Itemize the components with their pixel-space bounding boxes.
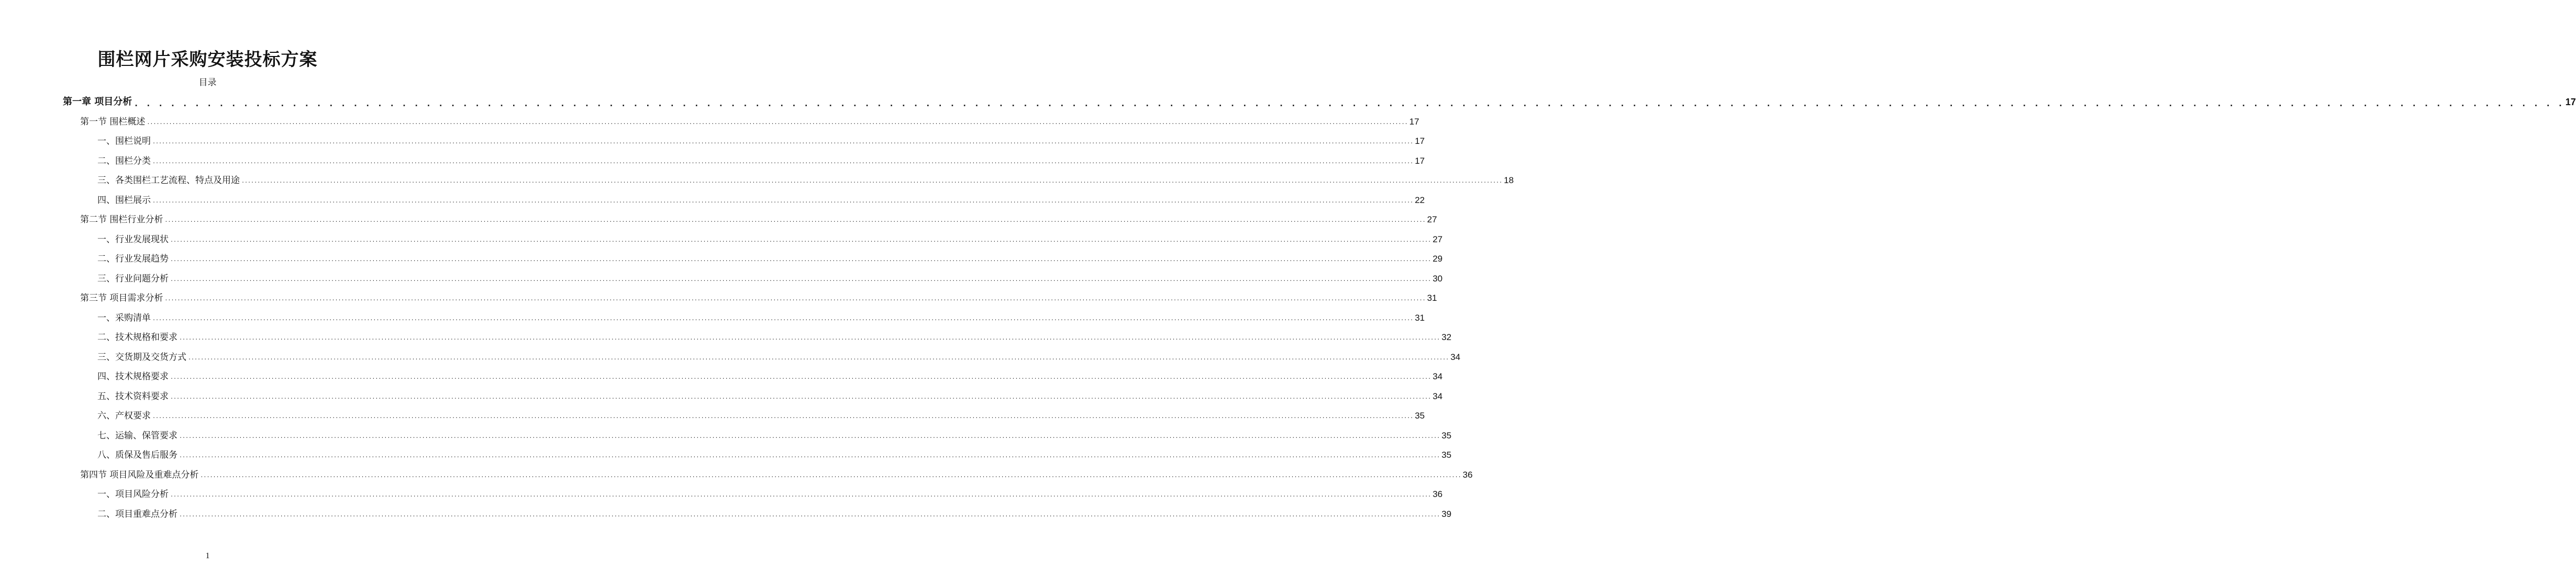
toc-dot-leader: ................................................................................................................................................................................................................................................................................................................................................................................................................ xyxy=(241,178,1503,184)
toc-entry-title: 三、交货期及交货方式 xyxy=(97,352,186,363)
toc-entry-title: 二、项目重难点分析 xyxy=(97,509,177,520)
toc-entry-title: 一、行业发展现状 xyxy=(97,234,169,245)
toc-dot-leader: ................................................................................................................................................................................................................................................................................................................................................................................................................ xyxy=(164,218,1426,223)
toc-entry-page: 34 xyxy=(1433,391,1443,401)
toc-dot-leader: . . . . . . . . . . . . . . . . . . . . . . . . . . . . . . . . . . . . . . . . . . . . . . . . . . . . . . . . . . . . . . . . . . . . . . . . . . . . . . . . . . . . . . . . . . . . . . . . . . . . . . . . . . . . . . . . . . . . . . . . . . . . . . . . . . . . . . . . . . . . . . . . . . . . . . . . . . . . . . . . . . . . . . . . . . . . . . . . . . . . . . . . . . . . . . . . . . . . . . . . xyxy=(134,98,2564,108)
toc-entry-page: 39 xyxy=(1441,509,1452,519)
toc-entry[interactable] xyxy=(97,484,1443,500)
toc-entry-title: 二、行业发展趋势 xyxy=(97,254,169,264)
toc-entry-title: 第四节 项目风险及重难点分析 xyxy=(80,469,199,480)
toc-entry-title: 六、产权要求 xyxy=(97,411,151,421)
toc-dot-leader: ................................................................................................................................................................................................................................................................................................................................................................................................................ xyxy=(147,119,1408,126)
toc-entry-title: 三、各类围栏工艺流程、特点及用途 xyxy=(97,175,240,186)
toc-dot-leader: ................................................................................................................................................................................................................................................................................................................................................................................................................ xyxy=(152,139,1414,145)
toc-entry-page: 31 xyxy=(1427,293,1437,303)
toc-dot-leader: ................................................................................................................................................................................................................................................................................................................................................................................................................ xyxy=(170,375,1431,380)
toc-entry-page: 18 xyxy=(1504,175,1514,185)
toc-dot-leader: ................................................................................................................................................................................................................................................................................................................................................................................................................ xyxy=(179,453,1440,459)
toc-entry-title: 第一章 项目分析 xyxy=(63,96,132,107)
toc-entry[interactable] xyxy=(97,269,1443,285)
toc-entry-page: 29 xyxy=(1433,254,1443,264)
toc-dot-leader: ................................................................................................................................................................................................................................................................................................................................................................................................................ xyxy=(188,355,1449,361)
toc-entry[interactable] xyxy=(97,367,1443,382)
toc-entry-page: 22 xyxy=(1415,195,1425,205)
toc-entry-page: 32 xyxy=(1441,332,1452,342)
toc-entry[interactable] xyxy=(97,347,1461,363)
toc-entry-page: 36 xyxy=(1433,489,1443,499)
toc-entry[interactable] xyxy=(63,92,2576,108)
toc-entry[interactable] xyxy=(97,249,1443,265)
toc-entry-page: 17 xyxy=(1415,155,1425,166)
toc-entry-title: 二、围栏分类 xyxy=(97,155,151,166)
toc-entry-page: 36 xyxy=(1462,469,1473,480)
toc-dot-leader: ................................................................................................................................................................................................................................................................................................................................................................................................................ xyxy=(164,296,1426,302)
toc-entry-title: 一、采购清单 xyxy=(97,312,151,323)
toc-entry[interactable] xyxy=(80,465,1473,481)
toc-dot-leader: ................................................................................................................................................................................................................................................................................................................................................................................................................ xyxy=(179,335,1440,341)
toc-entry-page: 35 xyxy=(1441,430,1452,441)
toc-entry-page: 30 xyxy=(1433,273,1443,284)
toc-entry-title: 四、技术规格要求 xyxy=(97,371,169,382)
toc-entry-page: 27 xyxy=(1427,215,1437,224)
toc-dot-leader: ................................................................................................................................................................................................................................................................................................................................................................................................................ xyxy=(170,394,1431,400)
toc-dot-leader: ................................................................................................................................................................................................................................................................................................................................................................................................................ xyxy=(152,198,1414,204)
toc-entry[interactable] xyxy=(97,230,1443,245)
toc-dot-leader: ................................................................................................................................................................................................................................................................................................................................................................................................................ xyxy=(170,257,1431,263)
toc-entry-title: 第一节 围栏概述 xyxy=(80,116,146,127)
toc-entry-page: 34 xyxy=(1433,371,1443,381)
toc-entry-page: 17 xyxy=(1415,136,1425,146)
toc-entry-page: 17 xyxy=(1409,116,1419,127)
toc-entry-title: 一、项目风险分析 xyxy=(97,489,169,500)
toc-entry-title: 四、围栏展示 xyxy=(97,195,151,206)
toc-entry-title: 第二节 围栏行业分析 xyxy=(80,215,163,225)
toc-entry[interactable] xyxy=(97,406,1425,422)
toc-entry-title: 第三节 项目需求分析 xyxy=(80,293,163,303)
toc-dot-leader: ................................................................................................................................................................................................................................................................................................................................................................................................................ xyxy=(179,433,1440,439)
toc-entry-page: 17 xyxy=(2565,97,2576,107)
toc-entry-page: 27 xyxy=(1433,234,1443,244)
toc-entry[interactable] xyxy=(97,131,1425,147)
toc-entry[interactable] xyxy=(97,504,1452,520)
toc-entry-title: 一、围栏说明 xyxy=(97,136,151,146)
toc-entry[interactable] xyxy=(97,426,1452,442)
toc-heading: 目录 xyxy=(198,77,217,88)
toc-entry[interactable] xyxy=(80,210,1437,225)
toc-entry-title: 五、技术资料要求 xyxy=(97,391,169,402)
document-title: 围栏网片采购安装投标方案 xyxy=(97,49,318,70)
toc-entry-page: 35 xyxy=(1441,450,1452,460)
toc-dot-leader: ................................................................................................................................................................................................................................................................................................................................................................................................................ xyxy=(170,276,1431,283)
toc-entry[interactable] xyxy=(97,328,1452,343)
toc-dot-leader: ................................................................................................................................................................................................................................................................................................................................................................................................................ xyxy=(179,512,1440,518)
toc-dot-leader: ................................................................................................................................................................................................................................................................................................................................................................................................................ xyxy=(152,315,1414,322)
toc-dot-leader: ................................................................................................................................................................................................................................................................................................................................................................................................................ xyxy=(152,159,1414,165)
toc-entry[interactable] xyxy=(80,112,1419,128)
toc-entry-title: 七、运输、保管要求 xyxy=(97,430,177,441)
toc-dot-leader: ................................................................................................................................................................................................................................................................................................................................................................................................................ xyxy=(200,472,1461,479)
toc-entry[interactable] xyxy=(97,171,1514,186)
toc-dot-leader: ................................................................................................................................................................................................................................................................................................................................................................................................................ xyxy=(170,492,1431,498)
page-number: 1 xyxy=(205,551,210,560)
toc-entry[interactable] xyxy=(97,308,1425,324)
toc-entry-page: 35 xyxy=(1415,411,1425,421)
toc-entry-page: 34 xyxy=(1450,352,1461,362)
toc-dot-leader: ................................................................................................................................................................................................................................................................................................................................................................................................................ xyxy=(152,414,1414,420)
toc-entry[interactable] xyxy=(97,190,1425,206)
toc-entry-title: 八、质保及售后服务 xyxy=(97,450,177,460)
toc-entry-title: 二、技术规格和要求 xyxy=(97,332,177,343)
toc-entry[interactable] xyxy=(97,445,1452,461)
toc-entry-title: 三、行业问题分析 xyxy=(97,273,169,284)
toc-entry[interactable] xyxy=(80,288,1437,304)
toc-entry[interactable] xyxy=(97,387,1443,402)
toc-entry-page: 31 xyxy=(1415,312,1425,323)
toc-dot-leader: ................................................................................................................................................................................................................................................................................................................................................................................................................ xyxy=(170,237,1431,243)
toc-entry[interactable] xyxy=(97,151,1425,167)
